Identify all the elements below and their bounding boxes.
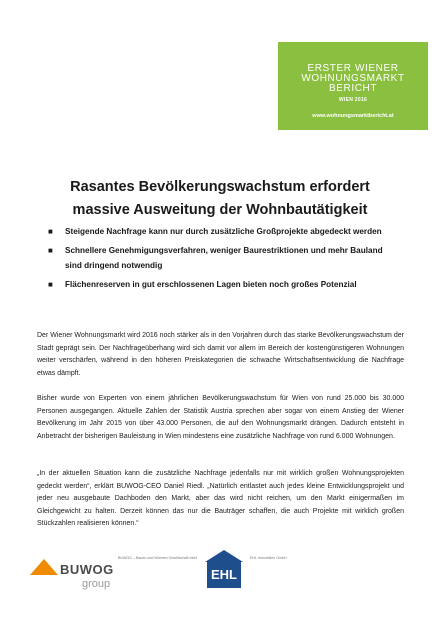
buwog-name: BUWOG [60, 562, 114, 577]
badge-line-4: WIEN 2016 [338, 97, 368, 103]
buwog-logo [30, 556, 116, 598]
bullet-item [48, 277, 393, 292]
bullet-icon: ■ [48, 280, 53, 289]
badge-line-1: ERSTER WIENER [307, 63, 399, 74]
ehl-logo [203, 550, 245, 592]
buwog-triangle-icon [30, 559, 58, 575]
report-badge [278, 42, 428, 130]
bullet-list [48, 224, 393, 296]
paragraph-intro: Der Wiener Wohnungsmarkt wird 2016 noch stärker als in den Vorjahren durch das starke Bevölkerungswachstum der Stadt geprägt sein. Der Nachfrageüberhang wird sich damit vor allem im Bereich der kostengünstigeren Wohnungen weiter verschärfen, während in den höheren Preiskategorien die schwache Wirtschaftsentwicklung die Nachfrage etwas dämpft. [37, 332, 404, 377]
bullet-text: Schnellere Genehmigungsverfahren, weniger Baurestriktionen und mehr Bauland sind dringend notwendig [65, 246, 383, 270]
bullet-icon: ■ [48, 246, 53, 255]
ehl-name: EHL [207, 562, 241, 588]
bullet-text: Flächenreserven in gut erschlossenen Lagen bieten noch großes Potenzial [65, 280, 357, 289]
bullet-item [48, 243, 393, 273]
badge-url-link[interactable]: www.wohnungsmarktbericht.at [312, 113, 394, 119]
paragraph-quote: „In der aktuellen Situation kann die zusätzliche Nachfrage jedenfalls nur mit wirklich großen Wohnungsprojekten gedeckt werden“, erklärt BUWOG-CEO Daniel Riedl. „Natürlich entlastet auch jedes kleine Entwicklungsprojekt und jeder neu ausgebaute Dachboden den Markt, aber das wird nicht reichen, um den Markt einigermaßen im Gleichgewicht zu halten. Derzeit können das nur die Bauträger schaffen, die auch Projekte mit wirklich großen Stückzahlen realisieren können.“ [37, 470, 404, 527]
bullet-text: Steigende Nachfrage kann nur durch zusätzliche Großprojekte abgedeckt werden [65, 227, 382, 236]
badge-line-2: WOHNUNGSMARKT [301, 73, 405, 84]
badge-line-3: BERICHT [328, 83, 378, 94]
paragraph-population: Bisher wurde von Experten von einem jährlichen Bevölkerungswachstum für Wien von rund 25.000 bis 30.000 Personen ausgegangen. Aktuelle Zahlen der Statistik Austria sprechen aber sogar von einem Anstieg der Wiener Bevölkerung im Jahr 2015 von über 43.000 Personen, die auf den Wohnungsmarkt drängen. Dadurch entsteht in Anbetracht der bisherigen Bauleistung in Wien mindestens eine zusätzliche Nachfrage von rund 6.000 Wohnungen. [37, 395, 404, 440]
bullet-item [48, 224, 393, 239]
footer [0, 540, 441, 625]
buwog-group-label: group [82, 578, 111, 590]
buwog-address: BUWOG – Bauen und Wohnen Gesellschaft mbH [118, 556, 198, 560]
ehl-address: EHL Immobilien GmbH [250, 556, 287, 560]
page-title: Rasantes Bevölkerungswachstum erfordert massive Ausweitung der Wohnbautätigkeit [70, 179, 370, 218]
house-roof-icon [205, 550, 243, 562]
bullet-icon: ■ [48, 227, 53, 236]
